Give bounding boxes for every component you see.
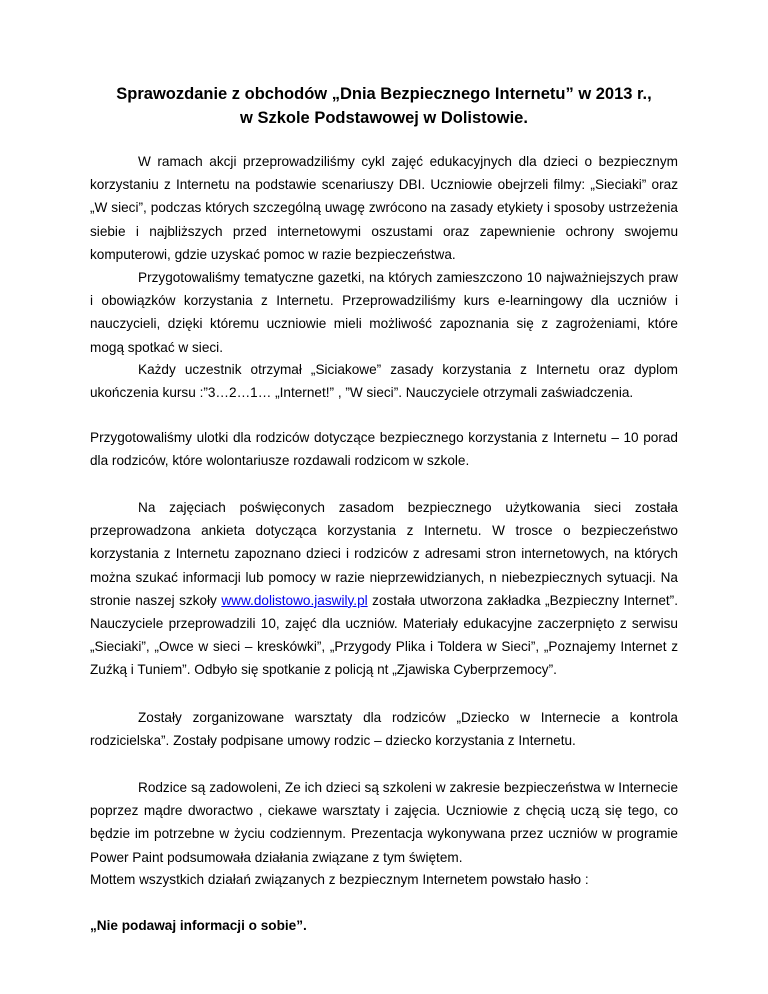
motto: „Nie podawaj informacji o sobie”. [90,918,307,933]
document-title-line1: Sprawozdanie z obchodów „Dnia Bezpiecznego Internetu” w 2013 r., [116,85,652,103]
paragraph-3: Każdy uczestnik otrzymał „Siciakowe” zasady korzystania z Internetu oraz dyplom ukończenia kursu :”3…2…1… „Internet!” , ”W sieci”. Nauczyciele otrzymali zaświadczenia. [90,362,678,401]
school-website-link[interactable]: www.dolistowo.jaswily.pl [221,592,368,608]
document-title-line2: w Szkole Podstawowej w Dolistowie. [240,109,528,127]
paragraph-8: Mottem wszystkich działań związanych z bezpiecznym Internetem powstało hasło : [90,872,589,887]
paragraph-7: Rodzice są zadowoleni, Ze ich dzieci są szkoleni w zakresie bezpieczeństwa w Internecie poprzez mądre dworactwo , ciekawe warsztaty i zajęcia. Uczniowie z chęcią uczą się tego, co będzie im potrzebne w życiu codziennym. Prezentacja wykonywana przez uczniów w programie Power Paint podsumowała działania związane z tym świętem. [90,780,678,865]
paragraph-1: W ramach akcji przeprowadziliśmy cykl zajęć edukacyjnych dla dzieci o bezpiecznym korzystaniu z Internetu na podstawie scenariuszy DBI. Uczniowie obejrzeli filmy: „Sieciaki” oraz „W sieci”, podczas których szczególną uwagę zwrócono na zasady etykiety i sposoby ustrzeżenia siebie i najbliższych przed internetowymi oszustami oraz zapewnienie ochrony swojemu komputerowi, gdzie uzyskać pomoc w razie bezpieczeństwa. [90,154,678,262]
paragraph-5-text-start: Na zajęciach poświęconych zasadom bezpiecznego użytkowania sieci została przeprowadzona ankieta dotycząca korzystania z Internetu. W trosce o bezpieczeństwo korzystania z Internetu zapoznano dzieci i rodziców z adresami stron internetowych, na których można szukać informacji lub pomocy w razie nieprzewidzianych, n niebezpiecznych sytuacji. Na stronie naszej szkoły [90,500,678,608]
paragraph-4: Przygotowaliśmy ulotki dla rodziców dotyczące bezpiecznego korzystania z Internetu – 10 porad dla rodziców, które wolontariusze rozdawali rodzicom w szkole. [90,430,678,469]
paragraph-5 [90,496,678,682]
paragraph-5-text-end: została utworzona zakładka „Bezpieczny Internet”. Nauczyciele przeprowadzili 10, zajęć dla uczniów. Materiały edukacyjne zaczerpnięto z serwisu „Sieciaki”, „Owce w sieci – kreskówki”, „Przygody Plika i Toldera w Sieci”, „Poznajemy Internet z Zuźką i Tuniem”. Odbyło się spotkanie z policją nt „Zjawiska Cyberprzemocy”. [90,592,678,678]
paragraph-6: Zostały zorganizowane warsztaty dla rodziców „Dziecko w Internecie a kontrola rodzicielska”. Zostały podpisane umowy rodzic – dziecko korzystania z Internetu. [90,710,678,749]
paragraph-2: Przygotowaliśmy tematyczne gazetki, na których zamieszczono 10 najważniejszych praw i obowiązków korzystania z Internetu. Przeprowadziliśmy kurs e-learningowy dla uczniów i nauczycieli, dzięki któremu uczniowie mieli możliwość zapoznania się z zagrożeniami, które mogą spotkać w sieci. [90,270,678,355]
